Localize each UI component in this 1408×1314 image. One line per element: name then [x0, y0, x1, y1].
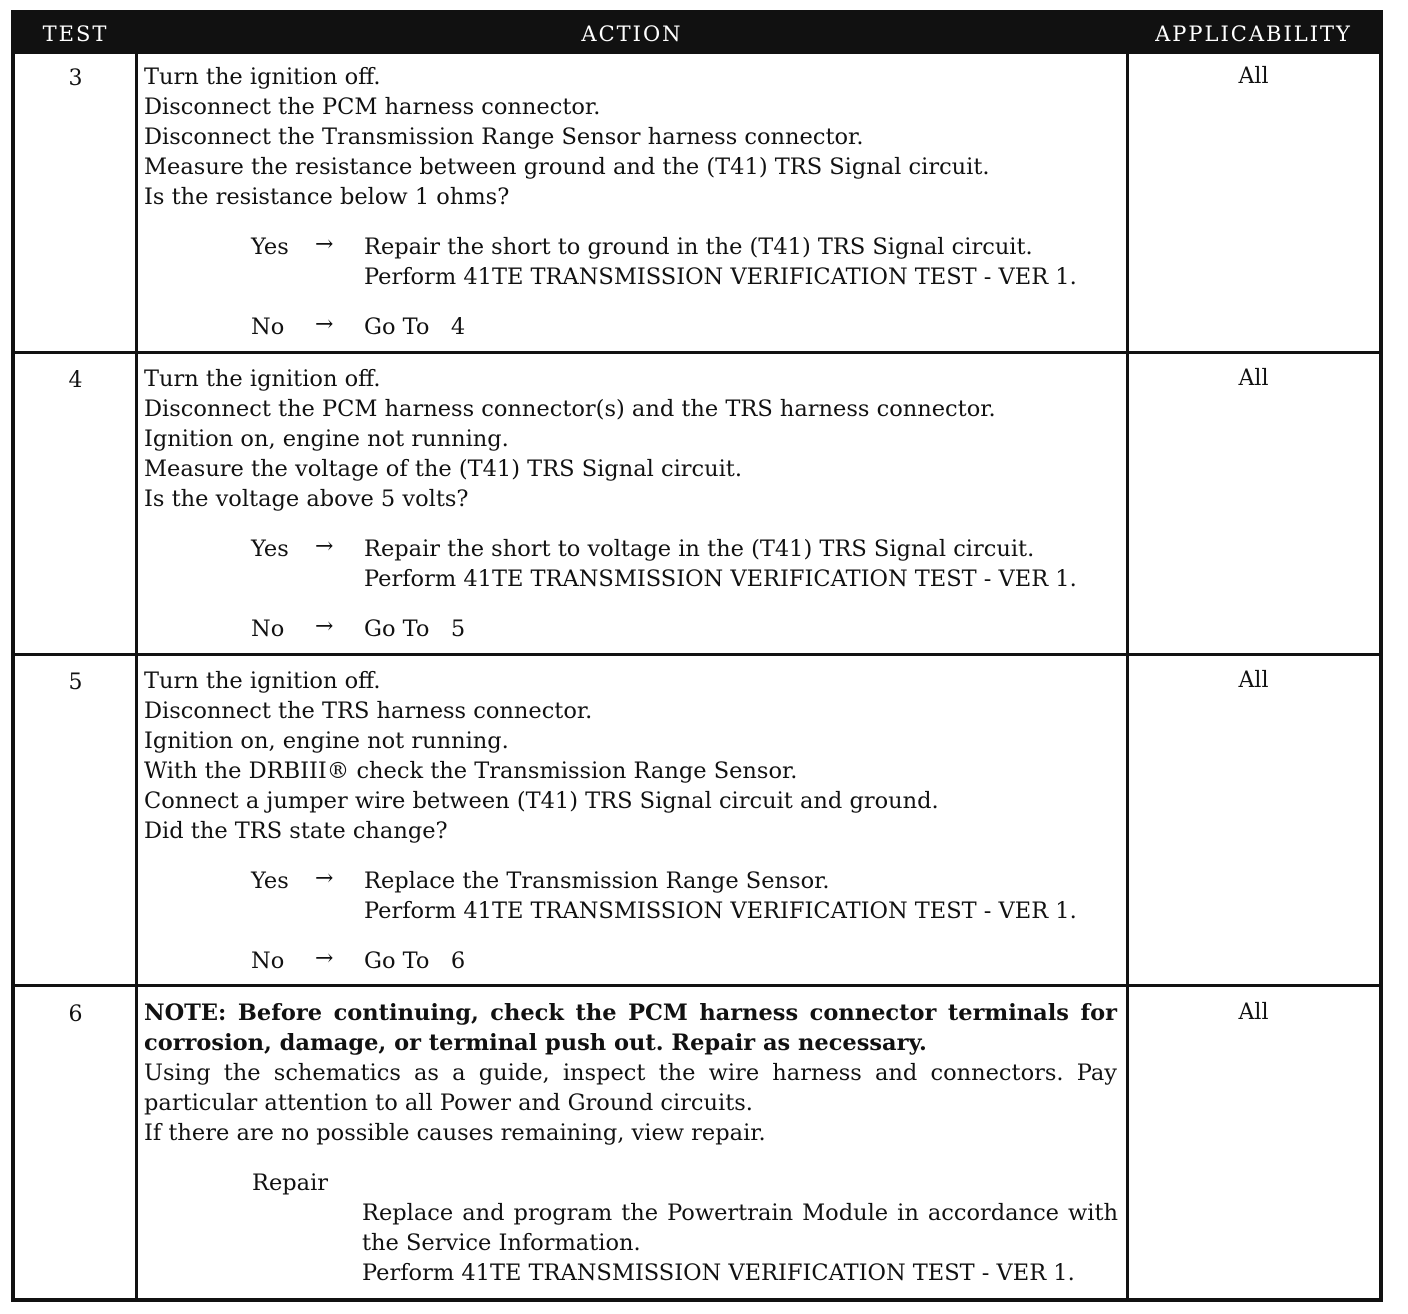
header-applicability: APPLICABILITY	[1155, 22, 1352, 46]
action-line: Measure the resistance between ground and the (T41) TRS Signal circuit.	[144, 154, 990, 180]
repair-label: Repair	[252, 1170, 329, 1196]
action-line: Disconnect the TRS harness connector.	[144, 698, 593, 724]
no-label: No	[251, 314, 285, 340]
action-line: Measure the voltage of the (T41) TRS Signal circuit.	[144, 456, 742, 482]
action-line: Did the TRS state change?	[144, 818, 448, 844]
test-number: 5	[68, 670, 83, 695]
no-goto: Go To 4	[364, 314, 466, 340]
no-goto: Go To 5	[364, 616, 466, 642]
no-goto: Go To 6	[364, 948, 466, 974]
action-line: Connect a jumper wire between (T41) TRS Signal circuit and ground.	[144, 788, 939, 814]
no-label: No	[251, 616, 285, 642]
yes-line: Perform 41TE TRANSMISSION VERIFICATION TEST - VER 1.	[364, 264, 1077, 290]
action-line: Disconnect the PCM harness connector.	[144, 94, 601, 120]
action-line: Disconnect the Transmission Range Sensor harness connector.	[144, 124, 864, 150]
test-number: 3	[68, 66, 83, 91]
action-line: Disconnect the PCM harness connector(s) and the TRS harness connector.	[144, 396, 996, 422]
action-line: Is the voltage above 5 volts?	[144, 486, 469, 512]
arrow-icon: →	[315, 312, 334, 337]
repair-line: the Service Information.	[362, 1230, 641, 1256]
note-line: corrosion, damage, or terminal push out. Repair as necessary.	[144, 1030, 927, 1056]
diagnostic-test-table	[11, 10, 1383, 1302]
arrow-icon: →	[315, 534, 334, 559]
arrow-icon: →	[315, 614, 334, 639]
arrow-icon: →	[315, 946, 334, 971]
applicability: All	[1238, 668, 1269, 693]
arrow-icon: →	[315, 232, 334, 257]
applicability: All	[1238, 64, 1269, 89]
yes-line: Replace the Transmission Range Sensor.	[364, 868, 830, 894]
header-test: TEST	[42, 22, 109, 46]
action-line: Ignition on, engine not running.	[144, 426, 509, 452]
yes-label: Yes	[251, 234, 289, 260]
table-header	[15, 14, 1379, 54]
yes-line: Perform 41TE TRANSMISSION VERIFICATION TEST - VER 1.	[364, 566, 1077, 592]
action-line: Turn the ignition off.	[144, 668, 381, 694]
note-line: NOTE: Before continuing, check the PCM harness connector terminals for	[144, 1000, 1117, 1026]
action-line: With the DRBIII® check the Transmission Range Sensor.	[144, 758, 798, 784]
header-action: ACTION	[581, 22, 683, 46]
action-line: Turn the ignition off.	[144, 366, 381, 392]
test-number: 6	[68, 1002, 83, 1027]
applicability: All	[1238, 366, 1269, 391]
arrow-icon: →	[315, 866, 334, 891]
applicability: All	[1238, 1000, 1269, 1025]
action-line: particular attention to all Power and Ground circuits.	[144, 1090, 753, 1116]
action-line: Turn the ignition off.	[144, 64, 381, 90]
repair-line: Replace and program the Powertrain Module in accordance with	[362, 1200, 1118, 1226]
action-line: Ignition on, engine not running.	[144, 728, 509, 754]
yes-label: Yes	[251, 536, 289, 562]
yes-line: Perform 41TE TRANSMISSION VERIFICATION TEST - VER 1.	[364, 898, 1077, 924]
no-label: No	[251, 948, 285, 974]
yes-line: Repair the short to ground in the (T41) TRS Signal circuit.	[364, 234, 1033, 260]
action-line: Is the resistance below 1 ohms?	[144, 184, 510, 210]
test-number: 4	[68, 368, 83, 393]
row-divider	[15, 984, 1379, 987]
action-line: If there are no possible causes remaining, view repair.	[144, 1120, 766, 1146]
action-line: Using the schematics as a guide, inspect the wire harness and connectors. Pay	[144, 1060, 1117, 1086]
yes-line: Repair the short to voltage in the (T41) TRS Signal circuit.	[364, 536, 1035, 562]
yes-label: Yes	[251, 868, 289, 894]
row-divider	[15, 653, 1379, 656]
repair-line: Perform 41TE TRANSMISSION VERIFICATION TEST - VER 1.	[362, 1260, 1075, 1286]
row-divider	[15, 351, 1379, 354]
